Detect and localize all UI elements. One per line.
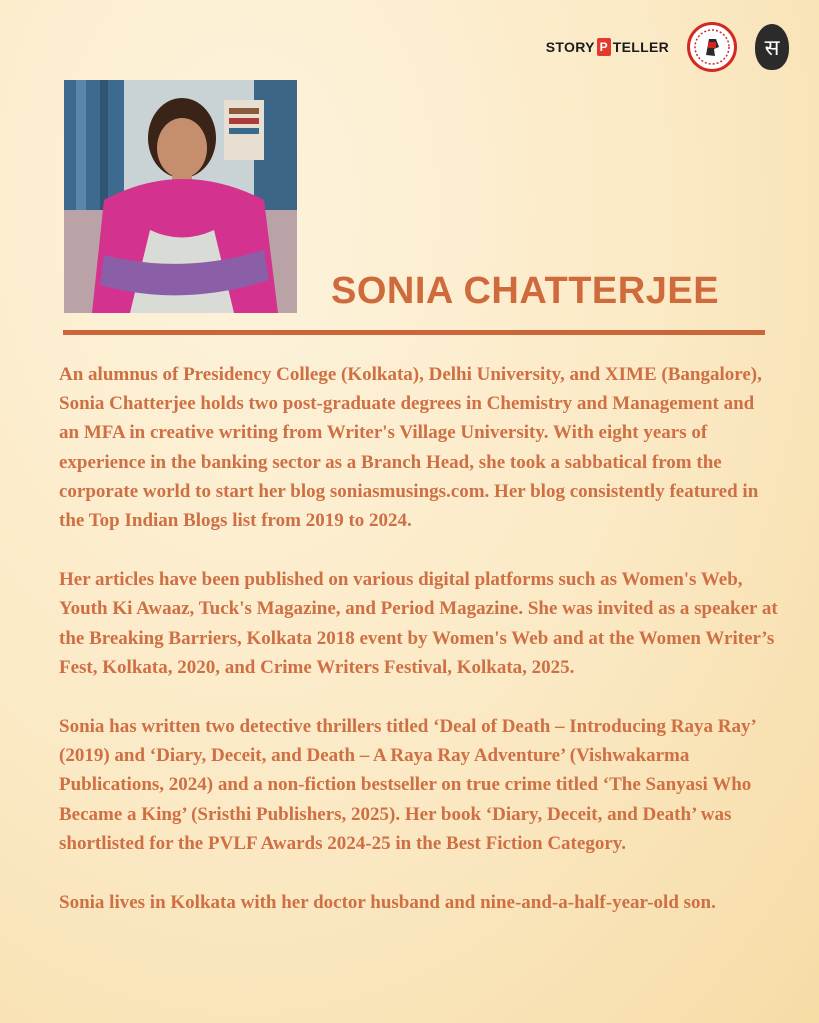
publisher-logos [546,22,789,72]
hindi-glyph-logo: स [755,24,789,70]
bio-paragraph: An alumnus of Presidency College (Kolkata), Delhi University, and XIME (Bangalore), Sonia Chatterjee holds two post-graduate degrees in Chemistry and Management and an MFA in creative writing from Writer's Village University. With eight years of experience in the banking sector as a Branch Head, she took a sabbatical from the corporate world to start her blog soniasmusings.com. Her blog consistently featured in the Top Indian Blogs list from 2019 to 2024. [59,364,762,532]
storyteller-logo-mark: P [597,38,611,56]
storyteller-logo [546,38,669,56]
book-festival-seal-logo [687,22,737,72]
bio-paragraph: Sonia lives in Kolkata with her doctor husband and nine-and-a-half-year-old son. [59,892,716,914]
bio-paragraph: Her articles have been published on various digital platforms such as Women's Web, Youth Ki Awaaz, Tuck's Magazine, and Period Magazine. She was invited as a speaker at the Breaking Barriers, Kolkata 2018 event by Women's Web and at the Women Writer’s Fest, Kolkata, 2020, and Crime Writers Festival, Kolkata, 2025. [59,569,778,678]
title-divider [63,330,765,335]
bio-paragraph: Sonia has written two detective thrillers titled ‘Deal of Death – Introducing Raya Ray’ (2019) and ‘Diary, Deceit, and Death – A Raya Ray Adventure’ (Vishwakarma Publications, 2024) and a non-fiction bestseller on true crime titled ‘The Sanyasi Who Became a King’ (Sristhi Publishers, 2025). Her book ‘Diary, Deceit, and Death’ was shortlisted for the PVLF Awards 2024-25 in the Best Fiction Category. [59,716,756,854]
author-bio [59,360,779,947]
storyteller-logo-text-start: STORY [545,39,595,55]
author-photo [64,80,297,313]
author-name-heading: SONIA CHATTERJEE [331,270,720,312]
storyteller-logo-text-end: TELLER [612,39,669,55]
